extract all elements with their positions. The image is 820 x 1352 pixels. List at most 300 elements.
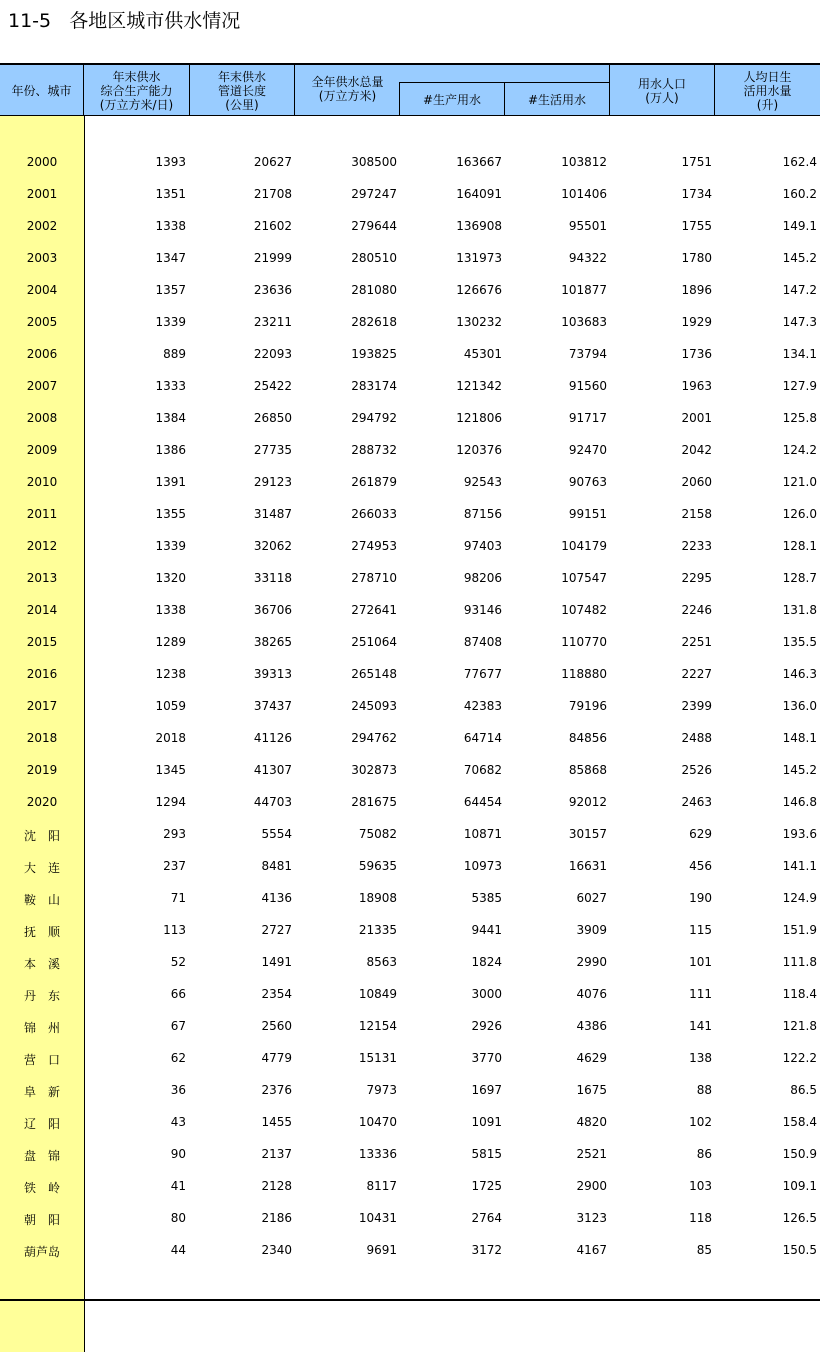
table-row: [0, 755, 820, 787]
cell-domestic-water: 84856: [568, 731, 607, 745]
cell-per-capita: 146.3: [782, 667, 817, 681]
cell-domestic-water: 94322: [568, 251, 607, 265]
cell-production-water: 5815: [471, 1147, 502, 1161]
header-per-capita: [715, 65, 820, 116]
cell-population: 2060: [681, 475, 712, 489]
row-label: 丹 东: [23, 989, 60, 1003]
cell-population: 2227: [681, 667, 712, 681]
cell-per-capita: 162.4: [782, 155, 817, 169]
cell-total-supply: 279644: [351, 219, 397, 233]
cell-pipe-length: 32062: [253, 539, 292, 553]
table-row: [0, 243, 820, 275]
table-row: [0, 531, 820, 563]
cell-domestic-water: 73794: [568, 347, 607, 361]
cell-pipe-length: 37437: [253, 699, 292, 713]
cell-capacity: 1386: [155, 443, 186, 457]
cell-production-water: 130232: [456, 315, 502, 329]
cell-total-supply: 261879: [351, 475, 397, 489]
cell-per-capita: 147.3: [782, 315, 817, 329]
cell-population: 1751: [681, 155, 712, 169]
row-label: 营 口: [23, 1053, 60, 1067]
cell-domestic-water: 3123: [576, 1211, 607, 1225]
cell-domestic-water: 107547: [561, 571, 607, 585]
cell-total-supply: 283174: [351, 379, 397, 393]
cell-population: 1734: [681, 187, 712, 201]
cell-per-capita: 86.5: [790, 1083, 817, 1097]
cell-production-water: 70682: [463, 763, 502, 777]
row-label: 盘 锦: [23, 1149, 60, 1163]
table-header: [0, 63, 820, 116]
cell-production-water: 64454: [463, 795, 502, 809]
table-row: [0, 307, 820, 339]
cell-capacity: 1345: [155, 763, 186, 777]
table-row: [0, 435, 820, 467]
cell-pipe-length: 44703: [253, 795, 292, 809]
cell-capacity: 36: [170, 1083, 186, 1097]
row-label: 2000: [26, 155, 58, 169]
cell-production-water: 136908: [456, 219, 502, 233]
cell-population: 1736: [681, 347, 712, 361]
table-row: [0, 563, 820, 595]
table-row: [0, 627, 820, 659]
row-label: 2016: [26, 667, 58, 681]
table-row: [0, 723, 820, 755]
cell-capacity: 52: [170, 955, 186, 969]
cell-pipe-length: 23211: [253, 315, 292, 329]
cell-capacity: 41: [170, 1179, 186, 1193]
cell-total-supply: 288732: [351, 443, 397, 457]
cell-per-capita: 147.2: [782, 283, 817, 297]
cell-total-supply: 281675: [351, 795, 397, 809]
row-label: 2018: [26, 731, 58, 745]
cell-capacity: 62: [170, 1051, 186, 1065]
cell-total-supply: 266033: [351, 507, 397, 521]
cell-capacity: 1333: [155, 379, 186, 393]
cell-population: 2463: [681, 795, 712, 809]
cell-domestic-water: 110770: [561, 635, 607, 649]
cell-per-capita: 121.0: [782, 475, 817, 489]
cell-population: 86: [696, 1147, 712, 1161]
cell-capacity: 1393: [155, 155, 186, 169]
cell-pipe-length: 27735: [253, 443, 292, 457]
cell-capacity: 66: [170, 987, 186, 1001]
cell-capacity: 43: [170, 1115, 186, 1129]
cell-total-supply: 280510: [351, 251, 397, 265]
row-label: 锦 州: [23, 1021, 60, 1035]
table-row: [0, 787, 820, 819]
cell-per-capita: 148.1: [782, 731, 817, 745]
cell-population: 456: [689, 859, 712, 873]
cell-population: 629: [689, 827, 712, 841]
cell-capacity: 293: [163, 827, 186, 841]
cell-per-capita: 145.2: [782, 251, 817, 265]
cell-per-capita: 141.1: [782, 859, 817, 873]
cell-total-supply: 282618: [351, 315, 397, 329]
cell-per-capita: 128.1: [782, 539, 817, 553]
cell-pipe-length: 20627: [253, 155, 292, 169]
cell-pipe-length: 2376: [261, 1083, 292, 1097]
cell-population: 2295: [681, 571, 712, 585]
cell-capacity: 1338: [155, 219, 186, 233]
cell-domestic-water: 91560: [568, 379, 607, 393]
cell-domestic-water: 4386: [576, 1019, 607, 1033]
header-capacity-line3: (万立方米/日): [99, 97, 174, 112]
cell-per-capita: 122.2: [782, 1051, 817, 1065]
cell-population: 2001: [681, 411, 712, 425]
cell-production-water: 3000: [471, 987, 502, 1001]
row-label: 朝 阳: [23, 1213, 60, 1227]
cell-production-water: 93146: [463, 603, 502, 617]
cell-total-supply: 308500: [351, 155, 397, 169]
cell-population: 2526: [681, 763, 712, 777]
table-bottom-rule: [0, 1299, 820, 1301]
table-row: [0, 1075, 820, 1107]
cell-pipe-length: 26850: [253, 411, 292, 425]
cell-population: 1780: [681, 251, 712, 265]
cell-pipe-length: 21708: [253, 187, 292, 201]
cell-pipe-length: 2137: [261, 1147, 292, 1161]
table-row: [0, 403, 820, 435]
row-label: 2015: [26, 635, 58, 649]
cell-population: 2399: [681, 699, 712, 713]
cell-domestic-water: 101877: [561, 283, 607, 297]
table-row: [0, 1203, 820, 1235]
cell-capacity: 889: [163, 347, 186, 361]
cell-capacity: 71: [170, 891, 186, 905]
cell-population: 88: [696, 1083, 712, 1097]
cell-population: 190: [689, 891, 712, 905]
cell-pipe-length: 8481: [261, 859, 292, 873]
table-row: [0, 979, 820, 1011]
cell-capacity: 1339: [155, 315, 186, 329]
cell-population: 2042: [681, 443, 712, 457]
cell-pipe-length: 29123: [253, 475, 292, 489]
table-row: [0, 659, 820, 691]
table-row: [0, 851, 820, 883]
cell-production-water: 120376: [456, 443, 502, 457]
cell-capacity: 44: [170, 1243, 186, 1257]
cell-total-supply: 297247: [351, 187, 397, 201]
cell-total-supply: 274953: [351, 539, 397, 553]
row-label: 葫芦岛: [23, 1245, 60, 1259]
table-row: [0, 147, 820, 179]
row-label: 鞍 山: [23, 893, 60, 907]
row-label: 2003: [26, 251, 58, 265]
cell-population: 102: [689, 1115, 712, 1129]
header-total-supply: [295, 65, 400, 103]
cell-per-capita: 118.4: [782, 987, 817, 1001]
cell-domestic-water: 1675: [576, 1083, 607, 1097]
row-label: 铁 岭: [23, 1181, 60, 1195]
table-row: [0, 1139, 820, 1171]
header-pipe-length: [190, 65, 295, 116]
row-label: 2009: [26, 443, 58, 457]
cell-capacity: 1289: [155, 635, 186, 649]
cell-production-water: 164091: [456, 187, 502, 201]
table-row: [0, 211, 820, 243]
header-pop-line2: (万人): [645, 90, 679, 105]
cell-per-capita: 121.8: [782, 1019, 817, 1033]
table-row: [0, 1107, 820, 1139]
header-pop-line1: 用水人口: [637, 76, 686, 91]
cell-per-capita: 125.8: [782, 411, 817, 425]
cell-domestic-water: 4167: [576, 1243, 607, 1257]
cell-population: 2488: [681, 731, 712, 745]
cell-total-supply: 75082: [358, 827, 397, 841]
cell-pipe-length: 31487: [253, 507, 292, 521]
cell-total-supply: 10470: [358, 1115, 397, 1129]
cell-domestic-water: 2521: [576, 1147, 607, 1161]
header-capacity-line2: 综合生产能力: [100, 83, 173, 98]
header-percap-line1: 人均日生: [743, 69, 792, 84]
cell-pipe-length: 2354: [261, 987, 292, 1001]
cell-per-capita: 135.5: [782, 635, 817, 649]
cell-capacity: 1347: [155, 251, 186, 265]
table-row: [0, 915, 820, 947]
cell-production-water: 87156: [463, 507, 502, 521]
cell-domestic-water: 6027: [576, 891, 607, 905]
cell-production-water: 163667: [456, 155, 502, 169]
cell-production-water: 98206: [463, 571, 502, 585]
cell-capacity: 1238: [155, 667, 186, 681]
table-row: [0, 499, 820, 531]
cell-domestic-water: 118880: [561, 667, 607, 681]
cell-total-supply: 294762: [351, 731, 397, 745]
row-label: 2004: [26, 283, 58, 297]
cell-total-supply: 10849: [358, 987, 397, 1001]
cell-capacity: 1391: [155, 475, 186, 489]
cell-pipe-length: 21602: [253, 219, 292, 233]
cell-capacity: 1294: [155, 795, 186, 809]
header-total-line1: 全年供水总量: [311, 75, 384, 89]
cell-production-water: 5385: [471, 891, 502, 905]
cell-domestic-water: 30157: [568, 827, 607, 841]
header-production-water: #生产用水: [400, 82, 505, 116]
cell-capacity: 1059: [155, 699, 186, 713]
cell-domestic-water: 92470: [568, 443, 607, 457]
header-percap-line3: (升): [756, 97, 779, 112]
cell-total-supply: 265148: [351, 667, 397, 681]
cell-population: 103: [689, 1179, 712, 1193]
header-pipe-line3: (公里): [225, 97, 259, 112]
table-row: [0, 1043, 820, 1075]
cell-production-water: 10871: [463, 827, 502, 841]
cell-population: 1755: [681, 219, 712, 233]
cell-pipe-length: 23636: [253, 283, 292, 297]
header-capacity: [84, 65, 190, 116]
cell-production-water: 2926: [471, 1019, 502, 1033]
header-pipe-line1: 年末供水: [217, 69, 266, 84]
cell-production-water: 1725: [471, 1179, 502, 1193]
cell-capacity: 80: [170, 1211, 186, 1225]
row-label: 本 溪: [23, 957, 60, 971]
cell-pipe-length: 1491: [261, 955, 292, 969]
cell-production-water: 3172: [471, 1243, 502, 1257]
row-label: 2008: [26, 411, 58, 425]
table-row: [0, 371, 820, 403]
cell-pipe-length: 5554: [261, 827, 292, 841]
cell-pipe-length: 2560: [261, 1019, 292, 1033]
cell-total-supply: 13336: [358, 1147, 397, 1161]
cell-production-water: 1697: [471, 1083, 502, 1097]
cell-production-water: 121342: [456, 379, 502, 393]
table-row: [0, 1171, 820, 1203]
table-row: [0, 947, 820, 979]
cell-capacity: 1338: [155, 603, 186, 617]
cell-total-supply: 12154: [358, 1019, 397, 1033]
cell-production-water: 92543: [463, 475, 502, 489]
cell-production-water: 42383: [463, 699, 502, 713]
cell-capacity: 1351: [155, 187, 186, 201]
cell-per-capita: 124.9: [782, 891, 817, 905]
cell-pipe-length: 33118: [253, 571, 292, 585]
row-label: 2011: [26, 507, 58, 521]
cell-domestic-water: 85868: [568, 763, 607, 777]
cell-total-supply: 281080: [351, 283, 397, 297]
cell-per-capita: 124.2: [782, 443, 817, 457]
cell-capacity: 1339: [155, 539, 186, 553]
cell-total-supply: 18908: [358, 891, 397, 905]
cell-pipe-length: 41126: [253, 731, 292, 745]
row-label: 2013: [26, 571, 58, 585]
cell-per-capita: 127.9: [782, 379, 817, 393]
cell-total-supply: 8117: [366, 1179, 397, 1193]
table-row: [0, 1235, 820, 1267]
cell-pipe-length: 4136: [261, 891, 292, 905]
cell-per-capita: 134.1: [782, 347, 817, 361]
row-label: 2010: [26, 475, 58, 489]
cell-pipe-length: 25422: [253, 379, 292, 393]
cell-per-capita: 145.2: [782, 763, 817, 777]
cell-production-water: 121806: [456, 411, 502, 425]
cell-domestic-water: 90763: [568, 475, 607, 489]
table-row: [0, 595, 820, 627]
table-row: [0, 467, 820, 499]
cell-population: 138: [689, 1051, 712, 1065]
cell-population: 101: [689, 955, 712, 969]
cell-domestic-water: 104179: [561, 539, 607, 553]
cell-capacity: 1320: [155, 571, 186, 585]
cell-domestic-water: 4629: [576, 1051, 607, 1065]
cell-pipe-length: 22093: [253, 347, 292, 361]
cell-domestic-water: 99151: [568, 507, 607, 521]
header-total-line2: (万立方米): [318, 89, 377, 103]
row-label: 大 连: [23, 861, 60, 875]
cell-pipe-length: 38265: [253, 635, 292, 649]
cell-total-supply: 21335: [358, 923, 397, 937]
cell-per-capita: 149.1: [782, 219, 817, 233]
cell-domestic-water: 103812: [561, 155, 607, 169]
cell-population: 141: [689, 1019, 712, 1033]
cell-per-capita: 160.2: [782, 187, 817, 201]
header-year-city: 年份、城市: [0, 65, 84, 116]
row-label: 2007: [26, 379, 58, 393]
cell-population: 1896: [681, 283, 712, 297]
row-label: 抚 顺: [23, 925, 60, 939]
cell-pipe-length: 41307: [253, 763, 292, 777]
header-percap-line2: 活用水量: [743, 83, 792, 98]
cell-domestic-water: 92012: [568, 795, 607, 809]
cell-production-water: 45301: [463, 347, 502, 361]
page-title: 11-5 各地区城市供水情况: [8, 10, 241, 32]
cell-total-supply: 59635: [358, 859, 397, 873]
cell-per-capita: 150.5: [782, 1243, 817, 1257]
cell-domestic-water: 4820: [576, 1115, 607, 1129]
table-row: [0, 691, 820, 723]
cell-capacity: 2018: [155, 731, 186, 745]
cell-production-water: 10973: [463, 859, 502, 873]
cell-population: 2158: [681, 507, 712, 521]
cell-pipe-length: 21999: [253, 251, 292, 265]
cell-population: 118: [689, 1211, 712, 1225]
cell-population: 2233: [681, 539, 712, 553]
cell-per-capita: 111.8: [782, 955, 817, 969]
table-row: [0, 883, 820, 915]
table-row: [0, 275, 820, 307]
cell-per-capita: 146.8: [782, 795, 817, 809]
row-label: 2017: [26, 699, 58, 713]
cell-per-capita: 126.0: [782, 507, 817, 521]
table-row: [0, 179, 820, 211]
table-row: [0, 339, 820, 371]
cell-capacity: 90: [170, 1147, 186, 1161]
cell-production-water: 131973: [456, 251, 502, 265]
row-label: 2020: [26, 795, 58, 809]
cell-production-water: 77677: [463, 667, 502, 681]
table-row: [0, 819, 820, 851]
row-label: 辽 阳: [23, 1117, 60, 1131]
cell-domestic-water: 79196: [568, 699, 607, 713]
cell-total-supply: 15131: [358, 1051, 397, 1065]
row-label: 2002: [26, 219, 58, 233]
cell-population: 85: [696, 1243, 712, 1257]
header-population: [610, 65, 715, 116]
cell-pipe-length: 4779: [261, 1051, 292, 1065]
table-row: [0, 1011, 820, 1043]
cell-pipe-length: 36706: [253, 603, 292, 617]
cell-capacity: 237: [163, 859, 186, 873]
cell-total-supply: 272641: [351, 603, 397, 617]
cell-pipe-length: 39313: [253, 667, 292, 681]
cell-total-supply: 251064: [351, 635, 397, 649]
cell-domestic-water: 2990: [576, 955, 607, 969]
cell-domestic-water: 91717: [568, 411, 607, 425]
row-label: 2001: [26, 187, 58, 201]
cell-production-water: 126676: [456, 283, 502, 297]
cell-per-capita: 136.0: [782, 699, 817, 713]
header-capacity-line1: 年末供水: [112, 69, 161, 84]
cell-total-supply: 10431: [358, 1211, 397, 1225]
cell-pipe-length: 2186: [261, 1211, 292, 1225]
cell-pipe-length: 2128: [261, 1179, 292, 1193]
cell-domestic-water: 16631: [568, 859, 607, 873]
cell-per-capita: 193.6: [782, 827, 817, 841]
cell-production-water: 1824: [471, 955, 502, 969]
row-label: 2012: [26, 539, 58, 553]
cell-domestic-water: 95501: [568, 219, 607, 233]
cell-population: 2251: [681, 635, 712, 649]
cell-production-water: 9441: [471, 923, 502, 937]
cell-domestic-water: 2900: [576, 1179, 607, 1193]
cell-domestic-water: 101406: [561, 187, 607, 201]
header-domestic-water: #生活用水: [505, 82, 610, 116]
row-label: 2014: [26, 603, 58, 617]
cell-total-supply: 8563: [366, 955, 397, 969]
row-label: 2005: [26, 315, 58, 329]
cell-per-capita: 150.9: [782, 1147, 817, 1161]
cell-domestic-water: 3909: [576, 923, 607, 937]
cell-total-supply: 245093: [351, 699, 397, 713]
